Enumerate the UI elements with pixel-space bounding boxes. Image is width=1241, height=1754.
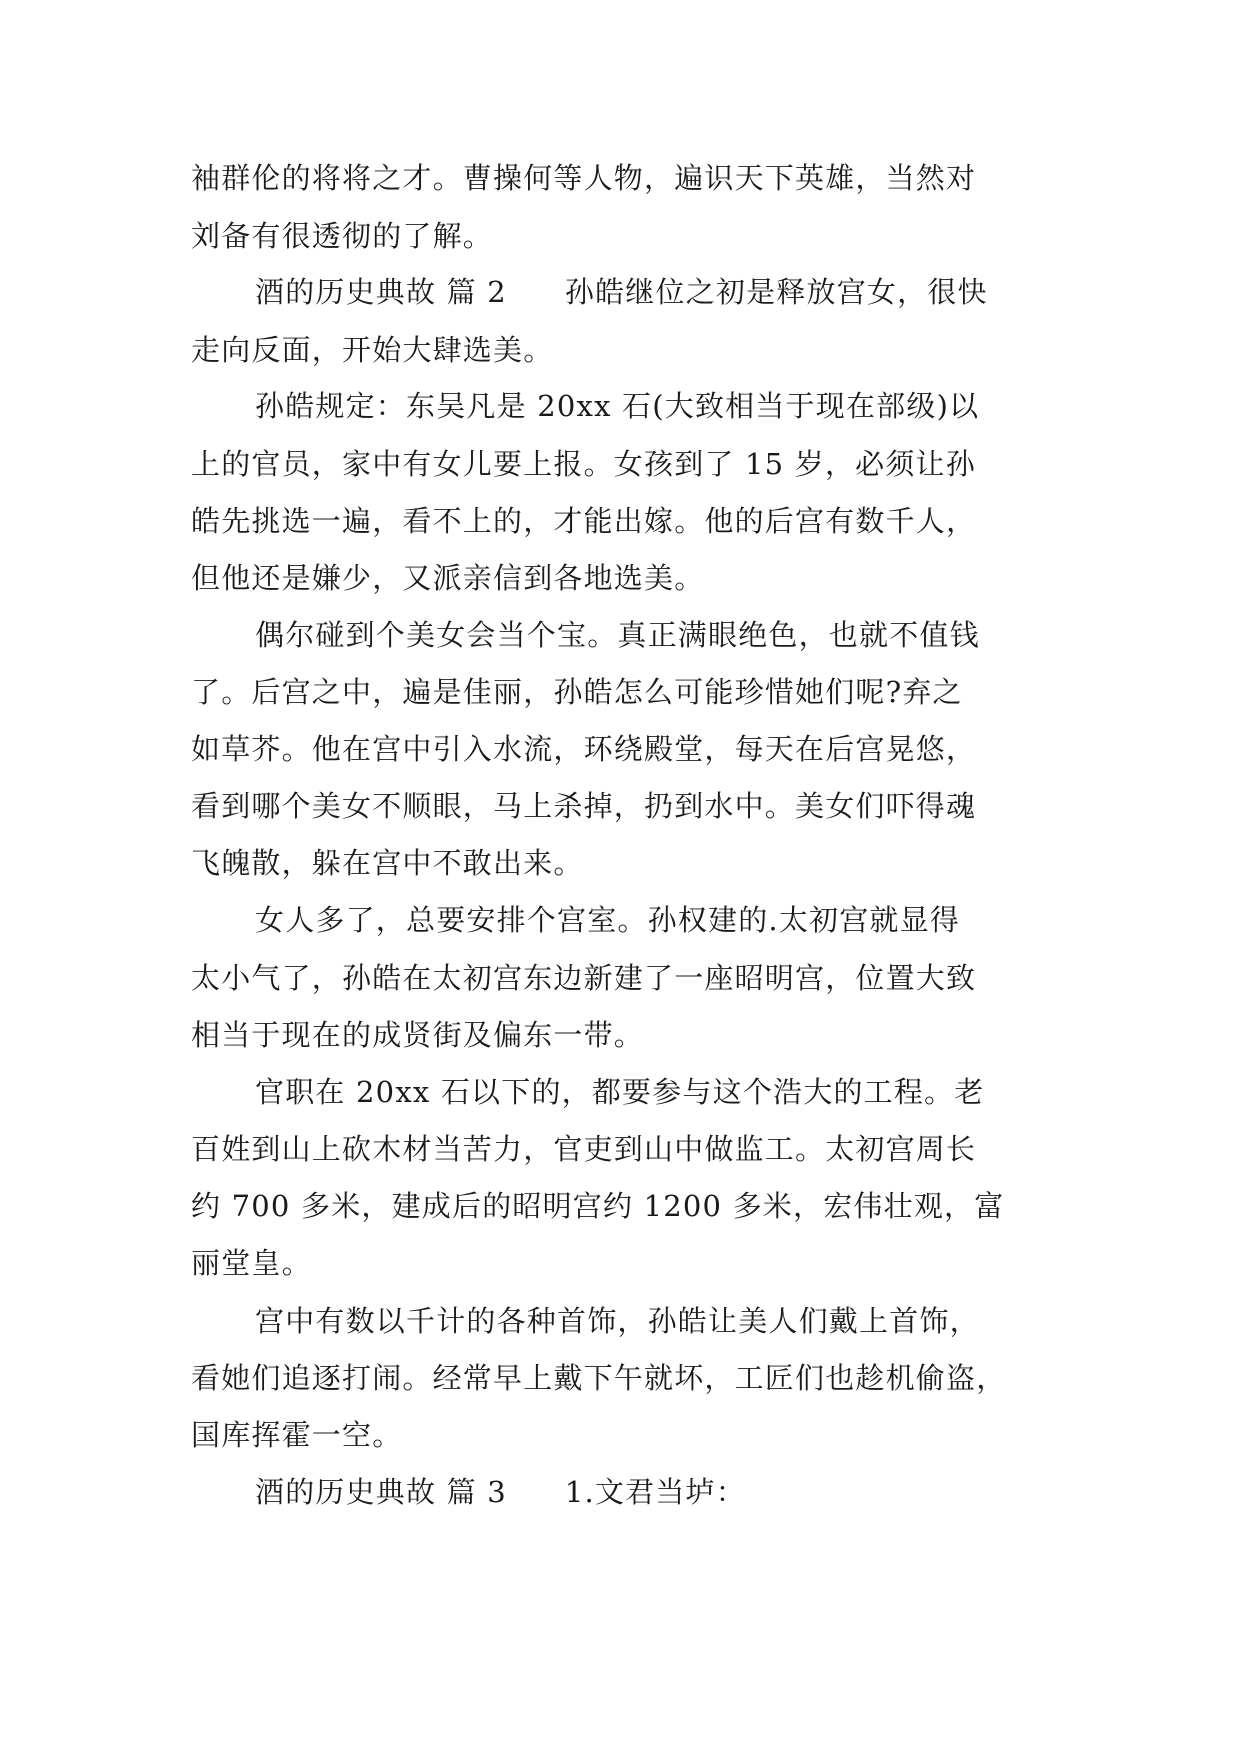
text-line: 袖群伦的将将之才。曹操何等人物，遍识天下英雄，当然对 — [191, 161, 977, 195]
text-line: 太小气了，孙皓在太初宫东边新建了一座昭明宫，位置大致 — [191, 961, 977, 995]
text-line: 国库挥霍一空。 — [191, 1418, 403, 1452]
text-line: 看她们追逐打闹。经常早上戴下午就坏，工匠们也趁机偷盗， — [191, 1361, 1007, 1395]
text-line: 皓先挑选一遍，看不上的，才能出嫁。他的后宫有数千人， — [191, 504, 977, 538]
text-line: 孙皓继位之初是释放宫女，很快 — [564, 275, 988, 309]
text-line: 看到哪个美女不顺眼，马上杀掉，扔到水中。美女们吓得魂 — [191, 789, 977, 823]
section-heading: 酒的历史典故 篇 2 — [255, 275, 507, 309]
text-line: 女人多了，总要安排个宫室。孙权建的.太初宫就显得 — [255, 903, 961, 937]
text-line: 1.文君当垆： — [564, 1475, 746, 1509]
text-line: 走向反面，开始大肆选美。 — [191, 333, 554, 367]
text-line: 约 700 多米，建成后的昭明宫约 1200 多米，宏伟壮观，富 — [191, 1189, 1005, 1223]
text-line: 了。后宫之中，遍是佳丽，孙皓怎么可能珍惜她们呢?弃之 — [191, 675, 963, 709]
text-line: 官职在 20xx 石以下的，都要参与这个浩大的工程。老 — [255, 1075, 985, 1109]
text-line: 百姓到山上砍木材当苦力，官吏到山中做监工。太初宫周长 — [191, 1132, 977, 1166]
text-line: 相当于现在的成贤街及偏东一带。 — [191, 1018, 645, 1052]
section-heading-line — [255, 272, 988, 312]
text-line: 如草芥。他在宫中引入水流，环绕殿堂，每天在后宫晃悠， — [191, 732, 977, 766]
text-line: 但他还是嫌少，又派亲信到各地选美。 — [191, 561, 705, 595]
text-line: 飞魄散，躲在宫中不敢出来。 — [191, 846, 584, 880]
text-line: 上的官员，家中有女儿要上报。女孩到了 15 岁，必须让孙 — [191, 447, 976, 481]
section-heading: 酒的历史典故 篇 3 — [255, 1475, 507, 1509]
text-line: 偶尔碰到个美女会当个宝。真正满眼绝色，也就不值钱 — [255, 618, 980, 652]
text-line: 丽堂皇。 — [191, 1246, 312, 1280]
text-line: 孙皓规定：东吴凡是 20xx 石(大致相当于现在部级)以 — [255, 389, 980, 423]
text-line: 宫中有数以千计的各种首饰，孙皓让美人们戴上首饰， — [255, 1304, 980, 1338]
section-heading-line — [255, 1472, 746, 1512]
text-line: 刘备有很透彻的了解。 — [191, 219, 494, 253]
